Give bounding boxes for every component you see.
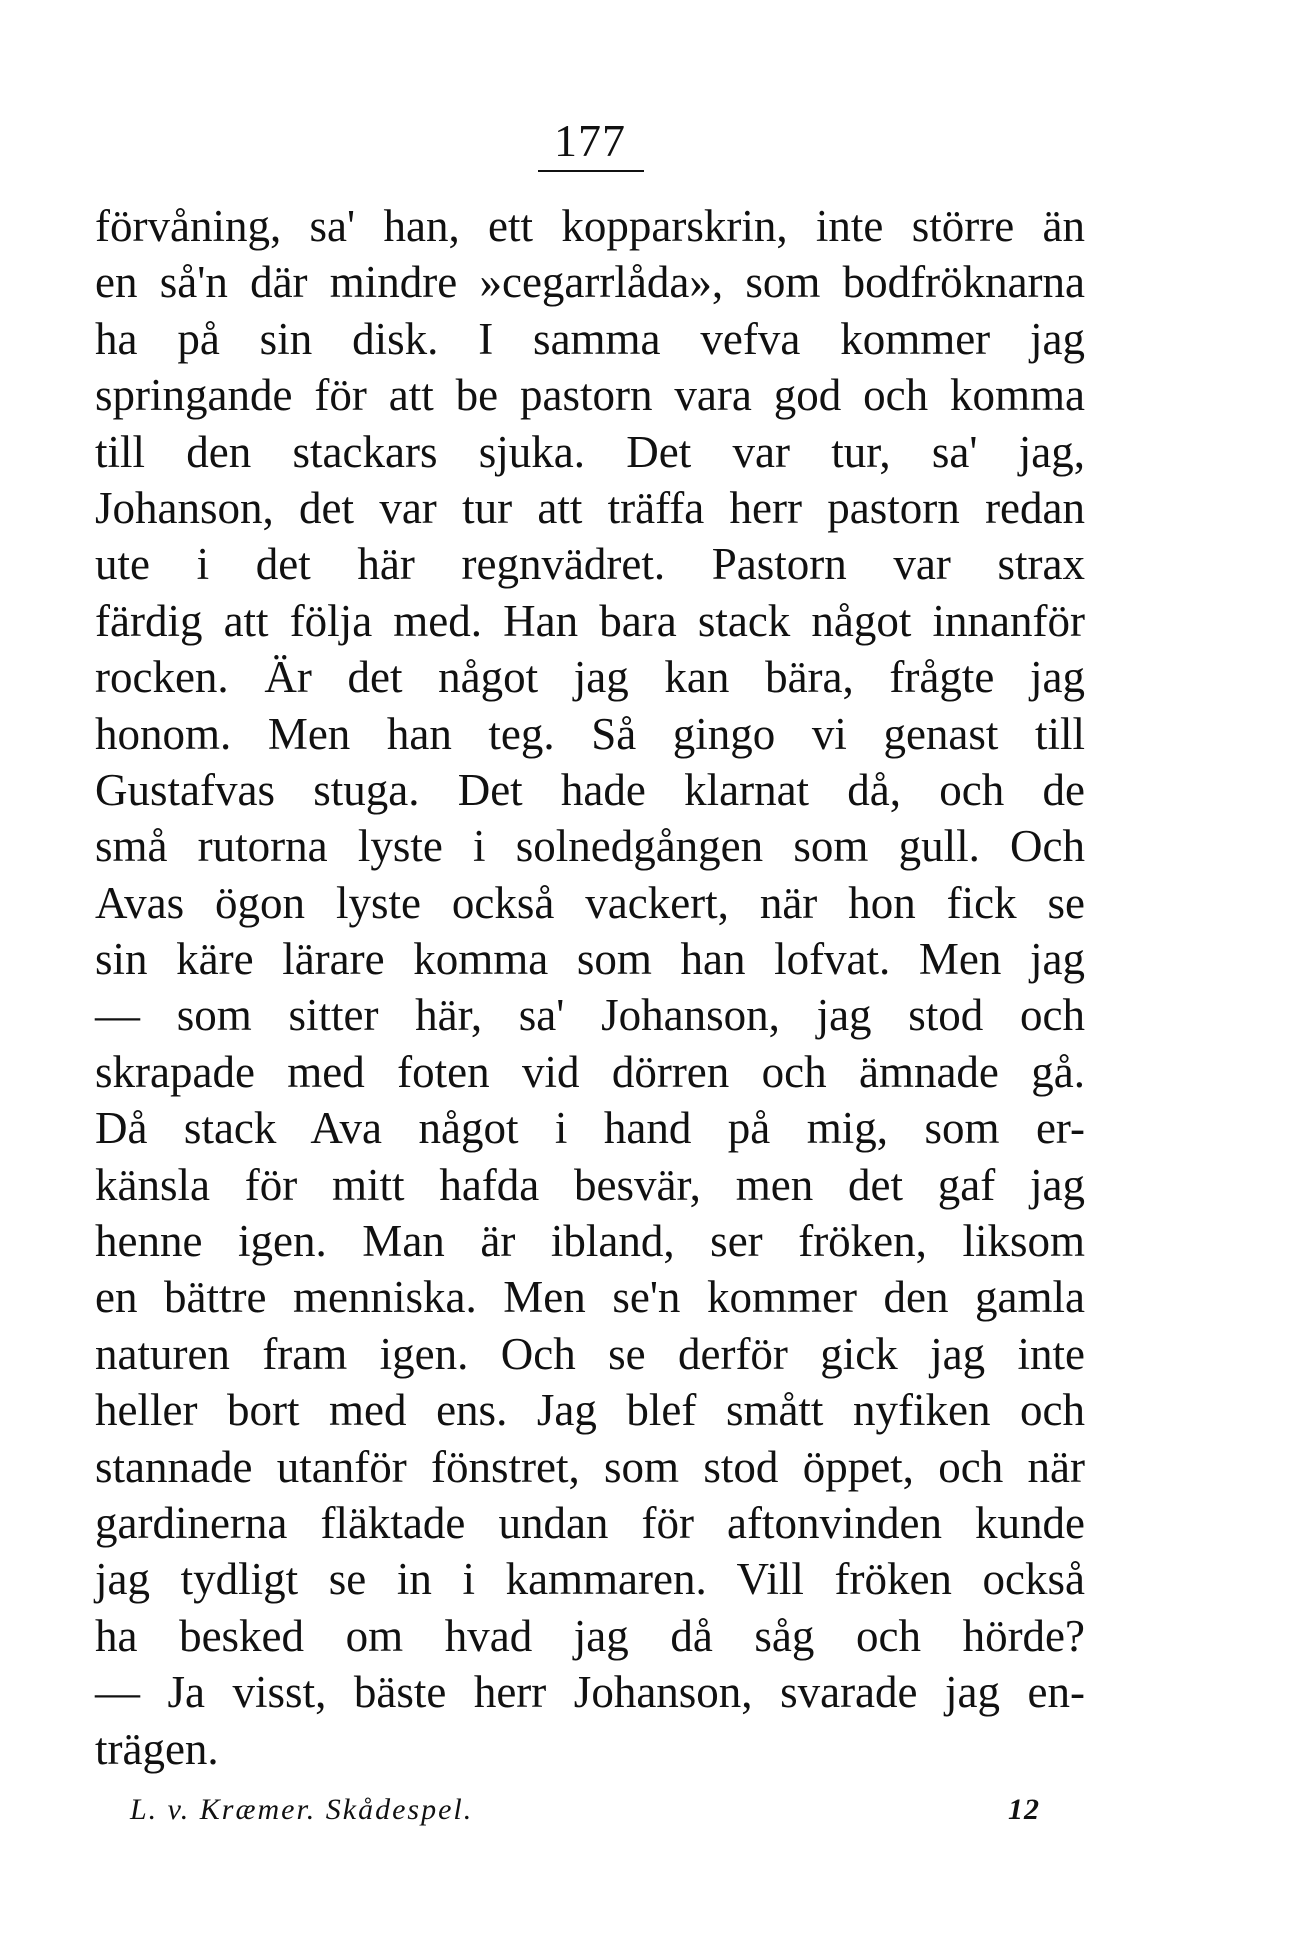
text-line: stannade utanför fönstret, som stod öppet, och när [95,1441,1085,1492]
text-line: springande för att be pastorn vara god och komma [95,370,1085,421]
text-line: Avas ögon lyste också vackert, när hon fick se [95,877,1085,928]
text-line: till den stackars sjuka. Det var tur, sa' jag, [95,426,1085,477]
text-line: — Ja visst, bäste herr Johanson, svarade jag en- [95,1667,1085,1718]
text-line: henne igen. Man är ibland, ser fröken, liksom [95,1216,1085,1267]
text-line: små rutorna lyste i solnedgången som gull. Och [95,821,1085,872]
body-text [95,198,1085,1777]
text-line: — som sitter här, sa' Johanson, jag stod och [95,990,1085,1041]
printer-signature: L. v. Kræmer. Skådespel. [130,1793,474,1826]
text-line: färdig att följa med. Han bara stack något innanför [95,595,1085,646]
text-line: känsla för mitt hafda besvär, men det gaf jag [95,1159,1085,1210]
text-line: trägen. [95,1723,219,1774]
sheet-number: 12 [1008,1793,1040,1826]
text-line: honom. Men han teg. Så gingo vi genast till [95,708,1085,759]
text-line: ute i det här regnvädret. Pastorn var strax [95,539,1085,590]
text-line: ha på sin disk. I samma vefva kommer jag [95,313,1085,364]
text-line: Gustafvas stuga. Det hade klarnat då, och de [95,764,1085,815]
text-line: en bättre menniska. Men se'n kommer den gamla [95,1272,1085,1323]
text-line: gardinerna fläktade undan för aftonvinden kunde [95,1497,1085,1548]
text-line: förvåning, sa' han, ett kopparskrin, inte större än [95,201,1085,251]
text-line: en så'n där mindre »cegarrlåda», som bodfröknarna [95,257,1085,308]
text-line: heller bort med ens. Jag blef smått nyfiken och [95,1385,1085,1436]
text-line: skrapade med foten vid dörren och ämnade gå. [95,1046,1085,1097]
text-line: ha besked om hvad jag då såg och hörde? [95,1610,1085,1661]
page-number: 177 [554,115,626,166]
text-line: Då stack Ava något i hand på mig, som er- [95,1103,1085,1154]
text-line: Johanson, det var tur att träffa herr pastorn redan [95,482,1085,533]
text-line: rocken. Är det något jag kan bära, frågte jag [95,652,1085,703]
page-number-underline [538,170,644,172]
page-footer [130,1790,1040,1830]
text-line: jag tydligt se in i kammaren. Vill fröken också [95,1554,1085,1605]
text-line: naturen fram igen. Och se derför gick jag inte [95,1328,1085,1379]
text-line: sin käre lärare komma som han lofvat. Men jag [95,934,1085,985]
